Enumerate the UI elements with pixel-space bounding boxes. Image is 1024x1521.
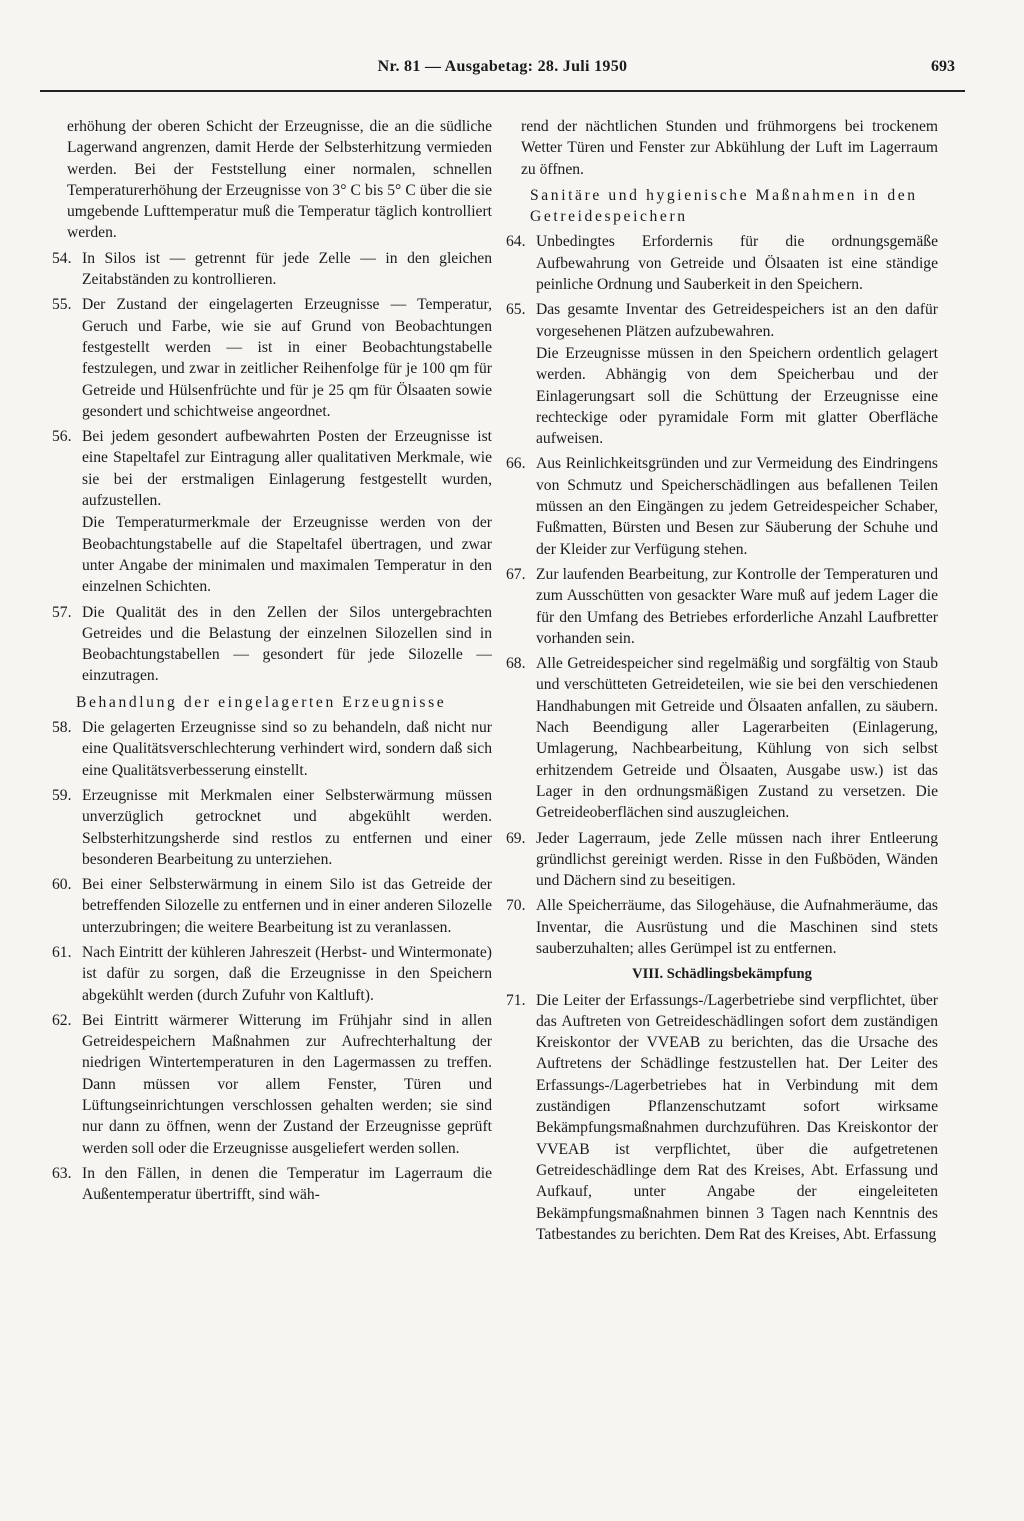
item-number: 61.	[52, 943, 72, 961]
item-70	[506, 895, 938, 959]
item-number: 54.	[52, 249, 72, 267]
item-65	[506, 299, 938, 342]
item-text: Alle Getreidespeicher sind regelmäßig und sorgfältig von Staub und verschütteten Getreideteilen, wie sie bei den verschiedenen Handhabungen mit Getreide und Ölsaaten anfallen, zu säubern. Nach Beendigung aller Lagerarbeiten (Einlagerung, Umlagerung, Nachbearbeitung, Kühlung von sich selbst erhitzendem Getreide und Ölsaaten, Ausgabe usw.) ist das Lager in den ordnungsmäßigen Zustand zu versetzen. Die Getreideoberflächen sind auszugleichen.	[536, 655, 938, 822]
item-number: 71.	[506, 991, 526, 1009]
item-text: Zur laufenden Bearbeitung, zur Kontrolle der Temperaturen und zum Ausschütten von gesackter Ware muß auf jedem Lager die für den Umfang des Betriebes erforderliche Anzahl Laufbretter vorhanden sein.	[536, 565, 938, 647]
item-number: 69.	[506, 829, 526, 847]
item-65-subparagraph: Die Erzeugnisse müssen in den Speichern ordentlich gelagert werden. Abhängig von dem Speicherbau und der Einlagerungsart soll die Schüttung der Erzeugnisse eine rechteckige oder pyramidale Form mit glatter Oberfläche aufweisen.	[536, 344, 938, 448]
item-66	[506, 453, 938, 559]
item-number: 58.	[52, 719, 72, 737]
page-header	[40, 58, 965, 86]
item-text: Die Leiter der Erfassungs-/Lagerbetriebe sind verpflichtet, über das Auftreten von Getreideschädlingen sofort dem zuständigen Kreiskontor der VVEAB zu berichten, das die Ursache des Auftretens der Schädlinge festzustellen hat. Der Leiter des Erfassungs-/Lagerbetriebes hat in Verbindung mit dem zuständigen Pflanzenschutzamt sofort wirksame Bekämpfungsmaßnahmen durchzuführen. Das Kreiskontor der VVEAB ist verpflichtet, über die aufgetretenen Getreideschädlinge dem Rat des Kreises, Abt. Erfassung und Aufkauf, unter Angabe der eingeleiteten Bekämpfungsmaßnahmen binnen 3 Tagen nach Kenntnis des Tatbestandes zu berichten. Dem Rat des Kreises, Abt. Erfassung	[536, 991, 938, 1243]
item-67	[506, 564, 938, 649]
item-56	[52, 426, 492, 511]
item-number: 67.	[506, 565, 526, 583]
paragraph-continuation: erhöhung der oberen Schicht der Erzeugnisse, die an die südliche Lagerwand angrenzen, damit Herde der Selbsterhitzung vermieden werden. Bei der Feststellung einer normalen, schnellen Temperaturerhöhung der Erzeugnisse von 3° C bis 5° C über die sie umgebende Lufttemperatur muß die Temperatur täglich kontrolliert werden.	[67, 118, 492, 242]
item-68	[506, 653, 938, 823]
item-text: Bei Eintritt wärmerer Witterung im Frühjahr sind in allen Getreidespeichern Maßnahmen zur Aufrechterhaltung der niedrigen Wintertemperaturen in den Lagermassen zu treffen. Dann müssen vor allem Fenster, Türen und Lüftungseinrichtungen verschlossen gehalten werden; sie sind nur dann zu öffnen, wenn der Zustand der Erzeugnisse geprüft werden soll oder die Erzeugnisse ausgeliefert werden sollen.	[82, 1011, 492, 1157]
item-number: 57.	[52, 603, 72, 621]
item-62	[52, 1010, 492, 1159]
item-number: 66.	[506, 455, 526, 473]
paragraph-continuation: rend der nächtlichen Stunden und frühmorgens bei trockenem Wetter Türen und Fenster zur Abkühlung der Luft im Lagerraum zu öffnen.	[521, 118, 938, 178]
item-text: Die gelagerten Erzeugnisse sind so zu behandeln, daß nicht nur eine Qualitätsverschlechterung verhindert wird, sondern daß sich eine Qualitätsverbesserung einstellt.	[82, 719, 492, 779]
item-text: Erzeugnisse mit Merkmalen einer Selbsterwärmung müssen unverzüglich getrocknet und abgekühlt werden. Selbsterhitzungsherde sind restlos zu entfernen und einer besonderen Bearbeitung zu unterziehen.	[82, 786, 492, 868]
item-text: In Silos ist — getrennt für jede Zelle — in den gleichen Zeitabständen zu kontrollieren.	[82, 249, 492, 289]
item-text: Bei einer Selbsterwärmung in einem Silo ist das Getreide der betreffenden Silozelle zu entfernen und in einer anderen Silozelle unterzubringen; die weitere Bearbeitung ist zu veranlassen.	[82, 876, 492, 936]
section-heading: Sanitäre und hygienische Maßnahmen in den Getreidespeichern	[530, 186, 918, 226]
item-text: Aus Reinlichkeitsgründen und zur Vermeidung des Eindringens von Schmutz und Speicherschädlingen aus befallenen Teilen müssen an den Eingängen zu jedem Getreidespeicher Schaber, Fußmatten, Bürsten und Besen zur Säuberung der Schuhe und der Kleider zur Verfügung stehen.	[536, 455, 938, 558]
item-text: Unbedingtes Erfordernis für die ordnungsgemäße Aufbewahrung von Getreide und Ölsaaten ist eine ständige peinliche Ordnung und Sauberkeit in den Speichern.	[536, 233, 938, 294]
item-number: 68.	[506, 655, 526, 673]
item-text: Das gesamte Inventar des Getreidespeichers ist an den dafür vorgesehenen Plätzen aufzubewahren.	[536, 301, 938, 340]
item-text: Die Qualität des in den Zellen der Silos untergebrachten Getreides und die Belastung der einzelnen Silozellen sind in Beobachtungstabellen — gesondert für jede Silozelle — einzutragen.	[82, 603, 492, 685]
chapter-heading: VIII. Schädlingsbekämpfung	[632, 966, 812, 983]
item-number: 64.	[506, 233, 526, 251]
item-59	[52, 785, 492, 870]
header-rule	[40, 90, 965, 92]
item-55	[52, 294, 492, 422]
item-number: 70.	[506, 897, 526, 915]
item-64	[506, 231, 938, 295]
header-title: Nr. 81 — Ausgabetag: 28. Juli 1950	[377, 58, 628, 75]
item-text: Bei jedem gesondert aufbewahrten Posten der Erzeugnisse ist eine Stapeltafel zur Eintragung aller qualitativen Merkmale, wie sie bei der erstmaligen Einlagerung festgestellt wurden, aufzustellen.	[82, 428, 492, 510]
item-57	[52, 602, 492, 687]
item-number: 65.	[506, 301, 526, 319]
left-column	[52, 116, 492, 1206]
item-60	[52, 874, 492, 938]
item-text: Der Zustand der eingelagerten Erzeugnisse — Temperatur, Geruch und Farbe, wie sie auf Grund von Beobachtungen festgestellt werden — ist in einer Beobachtungstabelle festzulegen, und zwar in zeitlicher Reihenfolge für je 100 qm für Getreide und Hülsenfrüchte und für je 25 qm für Ölsaaten sowie gesondert und schichtweise angeordnet.	[82, 296, 492, 420]
section-heading: Behandlung der eingelagerten Erzeugnisse	[76, 693, 447, 711]
item-number: 56.	[52, 428, 72, 446]
item-number: 59.	[52, 786, 72, 804]
item-text: Alle Speicherräume, das Silogehäuse, die Aufnahmeräume, das Inventar, die Ausrüstung und die Maschinen sind stets sauberzuhalten; alles Gerümpel ist zu entfernen.	[536, 897, 938, 957]
item-69	[506, 828, 938, 892]
item-number: 63.	[52, 1164, 72, 1182]
page-number: 693	[931, 58, 955, 75]
item-56-subparagraph: Die Temperaturmerkmale der Erzeugnisse werden von der Beobachtungstabelle auf die Stapeltafel übertragen, und zwar unter Angabe der minimalen und maximalen Temperatur in den einzelnen Schichten.	[82, 514, 492, 596]
item-number: 60.	[52, 876, 72, 894]
item-number: 55.	[52, 296, 72, 314]
right-column	[506, 116, 938, 1245]
item-63	[52, 1163, 492, 1206]
item-text: Jeder Lagerraum, jede Zelle müssen nach ihrer Entleerung gründlichst gereinigt werden. Risse in den Fußböden, Wänden und Dächern sind zu beseitigen.	[536, 829, 938, 890]
item-61	[52, 942, 492, 1006]
item-text: Nach Eintritt der kühleren Jahreszeit (Herbst- und Wintermonate) ist dafür zu sorgen, daß die Erzeugnisse in den Speichern abgekühlt werden (durch Zufuhr von Kaltluft).	[82, 943, 492, 1004]
item-number: 62.	[52, 1011, 72, 1029]
item-71	[506, 990, 938, 1246]
item-58	[52, 717, 492, 781]
item-54	[52, 248, 492, 291]
item-text: In den Fällen, in denen die Temperatur im Lagerraum die Außentemperatur übertrifft, sind wäh-	[82, 1164, 492, 1204]
